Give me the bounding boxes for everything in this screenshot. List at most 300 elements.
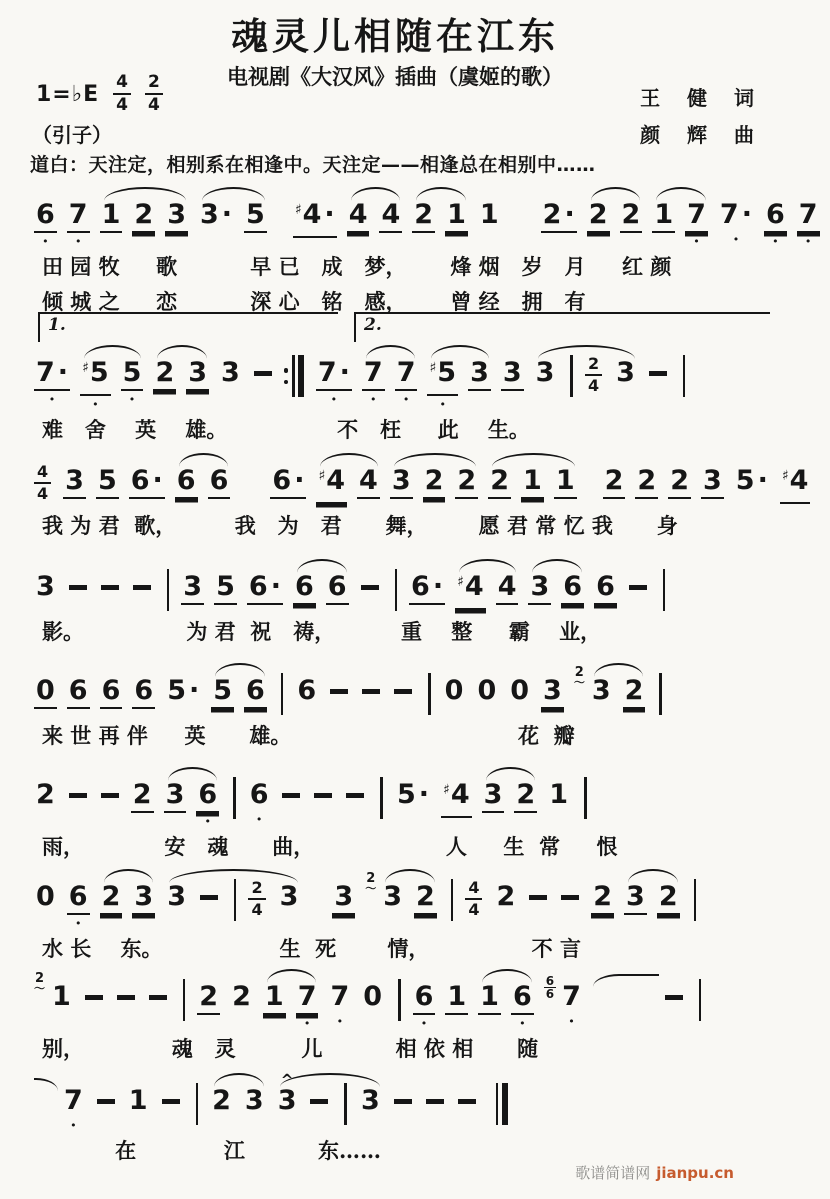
lyrics-line: 倾 城 之 恋 深 心 铭 感， 曾 经 拥 有: [42, 289, 586, 314]
note: [657, 882, 680, 915]
note-number: 0: [444, 675, 464, 706]
note-number: 3: [383, 881, 403, 912]
beam-group: [263, 982, 329, 1028]
meter-denominator: 4: [116, 95, 128, 115]
note: [208, 466, 231, 499]
beam-group: [198, 200, 277, 233]
note: [554, 466, 577, 499]
barline: [233, 777, 236, 819]
note-number: 2: [490, 465, 510, 496]
note-number: 3: [221, 357, 240, 388]
note: [685, 200, 708, 246]
note-number: 3: [530, 571, 550, 602]
duration-dash: [97, 1099, 115, 1104]
meter-numerator: 2: [145, 74, 163, 95]
note-number: 3: [334, 881, 354, 912]
note: [244, 676, 267, 709]
note-number: 5: [213, 675, 233, 706]
beam-group: [528, 572, 594, 605]
note: [423, 466, 446, 499]
note-number: 0: [36, 881, 55, 912]
note-number: 2: [457, 465, 477, 496]
low-octave-dot-icon: •: [330, 393, 338, 406]
note-number: 6: [414, 981, 434, 1012]
meter-denominator: 4: [468, 900, 480, 919]
note: [186, 358, 209, 391]
meter-denominator: 4: [251, 900, 263, 919]
note-number: 6: [563, 571, 583, 602]
beam-group: [455, 572, 528, 610]
note: [34, 882, 57, 913]
barline: [570, 355, 573, 397]
beam-group: [100, 882, 166, 915]
note-number: 0: [36, 675, 55, 706]
note-number: 1: [555, 465, 575, 496]
beam-group: [362, 358, 428, 404]
note-number: 1: [101, 199, 121, 230]
grace-note: [34, 971, 45, 995]
low-octave-dot-icon: •: [70, 1119, 77, 1132]
time-signature: [34, 464, 51, 502]
note: [132, 882, 155, 915]
note: [100, 200, 123, 233]
note-number: 2: [232, 981, 251, 1012]
note: [153, 358, 176, 391]
duration-dash: [282, 793, 300, 798]
barline: [395, 569, 398, 611]
accidental-icon: ♯: [82, 360, 89, 376]
note: [62, 1086, 85, 1130]
duration-dash: [529, 895, 547, 900]
duration-dash: [310, 1099, 328, 1104]
lyrics-line: 别， 魂 灵 儿 相 依 相 随: [42, 1036, 539, 1061]
note-number: 1: [549, 779, 569, 810]
music-system: [34, 452, 809, 540]
note: [603, 466, 626, 499]
note: [652, 200, 675, 233]
note-number: 6: [294, 571, 314, 602]
beam-group: [211, 676, 277, 709]
accidental-icon: ♯: [429, 360, 437, 376]
note: [247, 572, 283, 605]
first-ending-bracket: [38, 312, 338, 342]
mordent-tilde-icon: 〜: [365, 882, 377, 895]
notes-row: [34, 1072, 770, 1130]
lyricist-credit: 王 健 词: [640, 86, 764, 110]
time-signature: [145, 74, 163, 114]
tie-continuation-icon: [34, 1078, 58, 1093]
note-number: 1: [128, 1085, 148, 1116]
note-number: 0: [477, 675, 497, 706]
note: [67, 882, 90, 928]
low-octave-dot-icon: •: [568, 1015, 575, 1028]
note-number: 3: [616, 357, 635, 388]
page-subtitle: 电视剧《大汉风》插曲（虞姬的歌）: [227, 64, 563, 89]
note-number: 6: [512, 981, 532, 1012]
meter-numerator: 4: [34, 464, 51, 484]
note-number: 5: [216, 571, 235, 602]
note: [198, 200, 234, 231]
barline: [380, 777, 383, 819]
second-ending-label: 2.: [364, 315, 382, 335]
note-number: 7: [363, 357, 383, 388]
note-number: 2: [588, 199, 608, 230]
grace-number: 2: [366, 871, 376, 886]
note-number: 3: [36, 571, 55, 602]
note: [445, 200, 468, 233]
duration-dash: [561, 895, 579, 900]
augmentation-dot-icon: ·: [57, 357, 69, 388]
note: [34, 358, 70, 404]
note: [164, 780, 187, 813]
volta-row: [34, 312, 770, 342]
note-number: 3: [199, 199, 219, 230]
note: [248, 780, 271, 824]
note: [508, 676, 531, 707]
grace-number: 6: [545, 987, 555, 1001]
note-number: 7: [719, 199, 739, 230]
note-number: 3: [703, 465, 722, 496]
note: [50, 982, 73, 1013]
beam-group: [482, 780, 548, 813]
final-barline: [496, 1083, 509, 1125]
note-number: 2: [101, 881, 121, 912]
note: [623, 676, 646, 709]
note-number: 3: [626, 881, 645, 912]
note-number: 5: [437, 357, 457, 388]
low-octave-dot-icon: •: [772, 235, 779, 248]
note: [614, 358, 637, 389]
notes-row: [34, 186, 818, 248]
note-number: 7: [396, 357, 416, 388]
note: [278, 882, 301, 913]
note: [34, 572, 57, 603]
note-number: 1: [447, 981, 467, 1012]
notes-row: [34, 868, 770, 928]
note-number: 3: [502, 357, 522, 388]
note-number: 2: [155, 357, 175, 388]
section-label: （引子）: [32, 123, 112, 147]
note-number: 4: [348, 199, 368, 230]
lyrics-line: 影。 为 君 祝 祷， 重 整 霸 业，: [42, 619, 602, 644]
note-number: 2: [542, 199, 562, 230]
barline: [234, 879, 237, 921]
barline: [663, 569, 666, 611]
note: [96, 466, 119, 499]
duration-dash: [665, 995, 683, 1000]
note: [67, 200, 90, 246]
note: [381, 882, 404, 913]
barline: [699, 979, 702, 1021]
note-number: 6: [209, 465, 229, 496]
note: [211, 676, 234, 709]
note-number: 3: [391, 465, 411, 496]
note: [624, 882, 647, 915]
duration-dash: [314, 793, 332, 798]
note-number: 5: [167, 675, 186, 706]
watermark-site-name: 歌谱简谱网: [575, 1164, 651, 1182]
low-octave-dot-icon: •: [519, 1017, 526, 1030]
note-number: 2: [658, 881, 678, 912]
note-number: 2: [621, 199, 641, 230]
note: [276, 1071, 299, 1117]
note: [413, 982, 436, 1028]
beam-group: [347, 200, 413, 233]
augmentation-dot-icon: ·: [152, 465, 163, 496]
note: [395, 780, 431, 811]
note-number: 3: [188, 357, 208, 388]
note: [734, 466, 770, 497]
note-number: 7: [330, 981, 350, 1012]
note-number: 7: [68, 199, 88, 230]
duration-dash: [162, 1099, 180, 1104]
beam-group: [488, 466, 586, 499]
music-system: [34, 968, 770, 1063]
low-octave-dot-icon: •: [74, 917, 82, 930]
note-number: 3: [134, 881, 154, 912]
page-title: 魂灵儿相随在江东: [231, 14, 559, 58]
beam-group: [164, 780, 230, 826]
note: [478, 982, 501, 1015]
note: [132, 200, 155, 233]
music-system: [34, 766, 770, 861]
lyrics-line: 我 为 君 歌， 我 为 君 舞， 愿 君 常 忆 我 身: [42, 513, 678, 538]
note: [541, 200, 577, 233]
beam-group: [624, 882, 690, 915]
note-number: 3: [167, 881, 186, 912]
note: [475, 676, 498, 707]
note: [328, 982, 351, 1026]
beam-group: [165, 878, 310, 921]
note: [427, 358, 458, 409]
note-number: 5: [122, 357, 142, 388]
note-number: 6: [765, 199, 785, 230]
note: [316, 358, 352, 404]
note: [214, 572, 237, 605]
low-octave-dot-icon: •: [74, 235, 82, 248]
note: [243, 1086, 266, 1117]
note-number: 7: [64, 1085, 83, 1116]
note: [560, 982, 583, 1026]
note-number: 2: [496, 881, 516, 912]
meter-numerator: 4: [465, 880, 482, 900]
low-octave-dot-icon: •: [420, 1017, 428, 1030]
low-octave-dot-icon: •: [402, 393, 410, 406]
note: [496, 572, 519, 605]
note-number: 2: [134, 199, 154, 230]
note-number: 2: [637, 465, 657, 496]
note-number: 6: [68, 881, 88, 912]
note-number: 6: [327, 571, 347, 602]
note: [455, 466, 478, 499]
note: [414, 882, 437, 915]
lyrics-line: 在 江 东……: [42, 1138, 381, 1163]
note: [620, 200, 643, 233]
note: [441, 780, 472, 818]
augmentation-dot-icon: ·: [741, 199, 752, 230]
duration-dash: [69, 793, 87, 798]
note-number: 3: [360, 1085, 380, 1116]
note-number: 2: [212, 1085, 231, 1116]
note: [296, 982, 319, 1028]
note-number: 5: [89, 357, 109, 388]
note: [326, 572, 349, 605]
note: [347, 200, 370, 233]
note-number: 6: [248, 571, 268, 602]
barline: [183, 979, 186, 1021]
first-ending-label: 1.: [48, 315, 66, 335]
note-number: 3: [65, 465, 84, 496]
note: [332, 882, 355, 915]
note-number: 2: [670, 465, 689, 496]
augmentation-dot-icon: ·: [757, 465, 768, 496]
notes-row: [34, 558, 770, 611]
note: [357, 466, 380, 499]
note: [127, 1086, 150, 1117]
note: [412, 200, 435, 233]
beam-group: [293, 572, 359, 605]
note: [362, 358, 385, 404]
composer-credit: 颜 辉 曲: [640, 123, 764, 147]
low-octave-dot-icon: •: [42, 235, 49, 248]
note: [244, 200, 267, 233]
duration-dash: [330, 689, 348, 694]
beam-group: [534, 354, 647, 397]
note: [594, 572, 617, 605]
note-number: 3: [535, 357, 555, 388]
note: [63, 466, 86, 499]
note-number: 3: [591, 675, 611, 706]
meter-numerator: 2: [585, 356, 602, 376]
note: [34, 200, 57, 246]
note-number: 6: [36, 199, 55, 230]
accidental-icon: ♯: [318, 468, 326, 484]
note: [635, 466, 658, 499]
accidental-icon: ♯: [781, 468, 789, 484]
music-system: [34, 868, 770, 963]
note: [482, 780, 505, 813]
note-number: 4: [789, 465, 809, 496]
duration-dash: [101, 585, 119, 590]
credits: [640, 80, 764, 154]
note: [445, 982, 468, 1015]
note: [764, 200, 787, 246]
mordent-tilde-icon: 〜: [34, 982, 45, 995]
grace-number: 2: [34, 971, 45, 986]
low-octave-dot-icon: •: [804, 235, 812, 248]
accidental-icon: ♯: [457, 574, 464, 590]
note: [165, 200, 188, 233]
music-system: [34, 1072, 770, 1165]
low-octave-dot-icon: •: [370, 393, 377, 406]
note: [443, 676, 466, 707]
duration-dash: [117, 995, 135, 1000]
note-number: 7: [687, 199, 706, 230]
note: [528, 572, 551, 605]
watermark-domain-link[interactable]: jianpu.cn: [656, 1164, 734, 1182]
note-number: 6: [596, 571, 615, 602]
note: [494, 882, 517, 913]
duration-dash: [426, 1099, 444, 1104]
beam-group: [381, 882, 447, 915]
note-number: 3: [483, 779, 503, 810]
notes-row: [34, 452, 809, 505]
beam-group: [100, 200, 198, 233]
note-number: 6: [297, 675, 317, 706]
duration-dash: [394, 1099, 412, 1104]
note: [488, 466, 511, 499]
note: [295, 676, 318, 707]
low-octave-dot-icon: •: [48, 393, 56, 406]
note: [293, 200, 337, 238]
barline: [398, 979, 401, 1021]
note-number: 6: [411, 571, 430, 602]
augmentation-dot-icon: ·: [221, 199, 233, 230]
note: [511, 982, 534, 1028]
augmentation-dot-icon: ·: [564, 199, 575, 230]
note-number: 4: [302, 199, 322, 230]
note: [587, 200, 610, 233]
note: [210, 1086, 233, 1117]
note-number: 1: [480, 981, 499, 1012]
notes-row: [34, 344, 770, 409]
breath-caret-icon: ^: [280, 1071, 294, 1089]
duration-dash: [101, 793, 119, 798]
duration-dash: [69, 585, 87, 590]
note-number: 4: [497, 571, 517, 602]
note: [501, 358, 524, 391]
note: [590, 676, 613, 707]
note: [780, 466, 811, 504]
note: [514, 780, 537, 813]
duration-dash: [346, 793, 364, 798]
note-number: 3: [183, 571, 203, 602]
note: [165, 676, 201, 707]
music-system: [34, 558, 770, 646]
duration-dash: [254, 371, 272, 376]
note: [34, 676, 57, 709]
beam-group: [175, 466, 241, 499]
lyrics-line: 雨， 安 魂 曲， 人 生 常 恨: [42, 834, 618, 859]
time-signature: [465, 880, 482, 918]
low-octave-dot-icon: •: [336, 1015, 344, 1028]
note: [165, 882, 188, 913]
note-number: 0: [363, 981, 383, 1012]
second-ending-bracket: [354, 312, 770, 342]
note-number: 3: [543, 675, 562, 706]
augmentation-dot-icon: ·: [188, 675, 200, 706]
duration-dash: [200, 895, 218, 900]
note: [316, 466, 347, 504]
note-number: 2: [416, 881, 435, 912]
note: [270, 466, 306, 499]
duration-dash: [394, 689, 412, 694]
barline: [196, 1083, 199, 1125]
note-number: 3: [244, 1085, 264, 1116]
note: [80, 358, 111, 409]
note: [591, 882, 614, 915]
duration-dash: [85, 995, 103, 1000]
note-number: 1: [479, 199, 499, 230]
low-octave-dot-icon: •: [439, 398, 447, 411]
barline: [167, 569, 170, 611]
augmentation-dot-icon: ·: [418, 779, 430, 810]
lyrics-line: 来 世 再 伴 英 雄。 花 瓣: [42, 723, 575, 748]
note: [219, 358, 242, 389]
note-number: 5: [246, 199, 265, 230]
beam-group: [316, 466, 389, 504]
note: [395, 358, 418, 404]
